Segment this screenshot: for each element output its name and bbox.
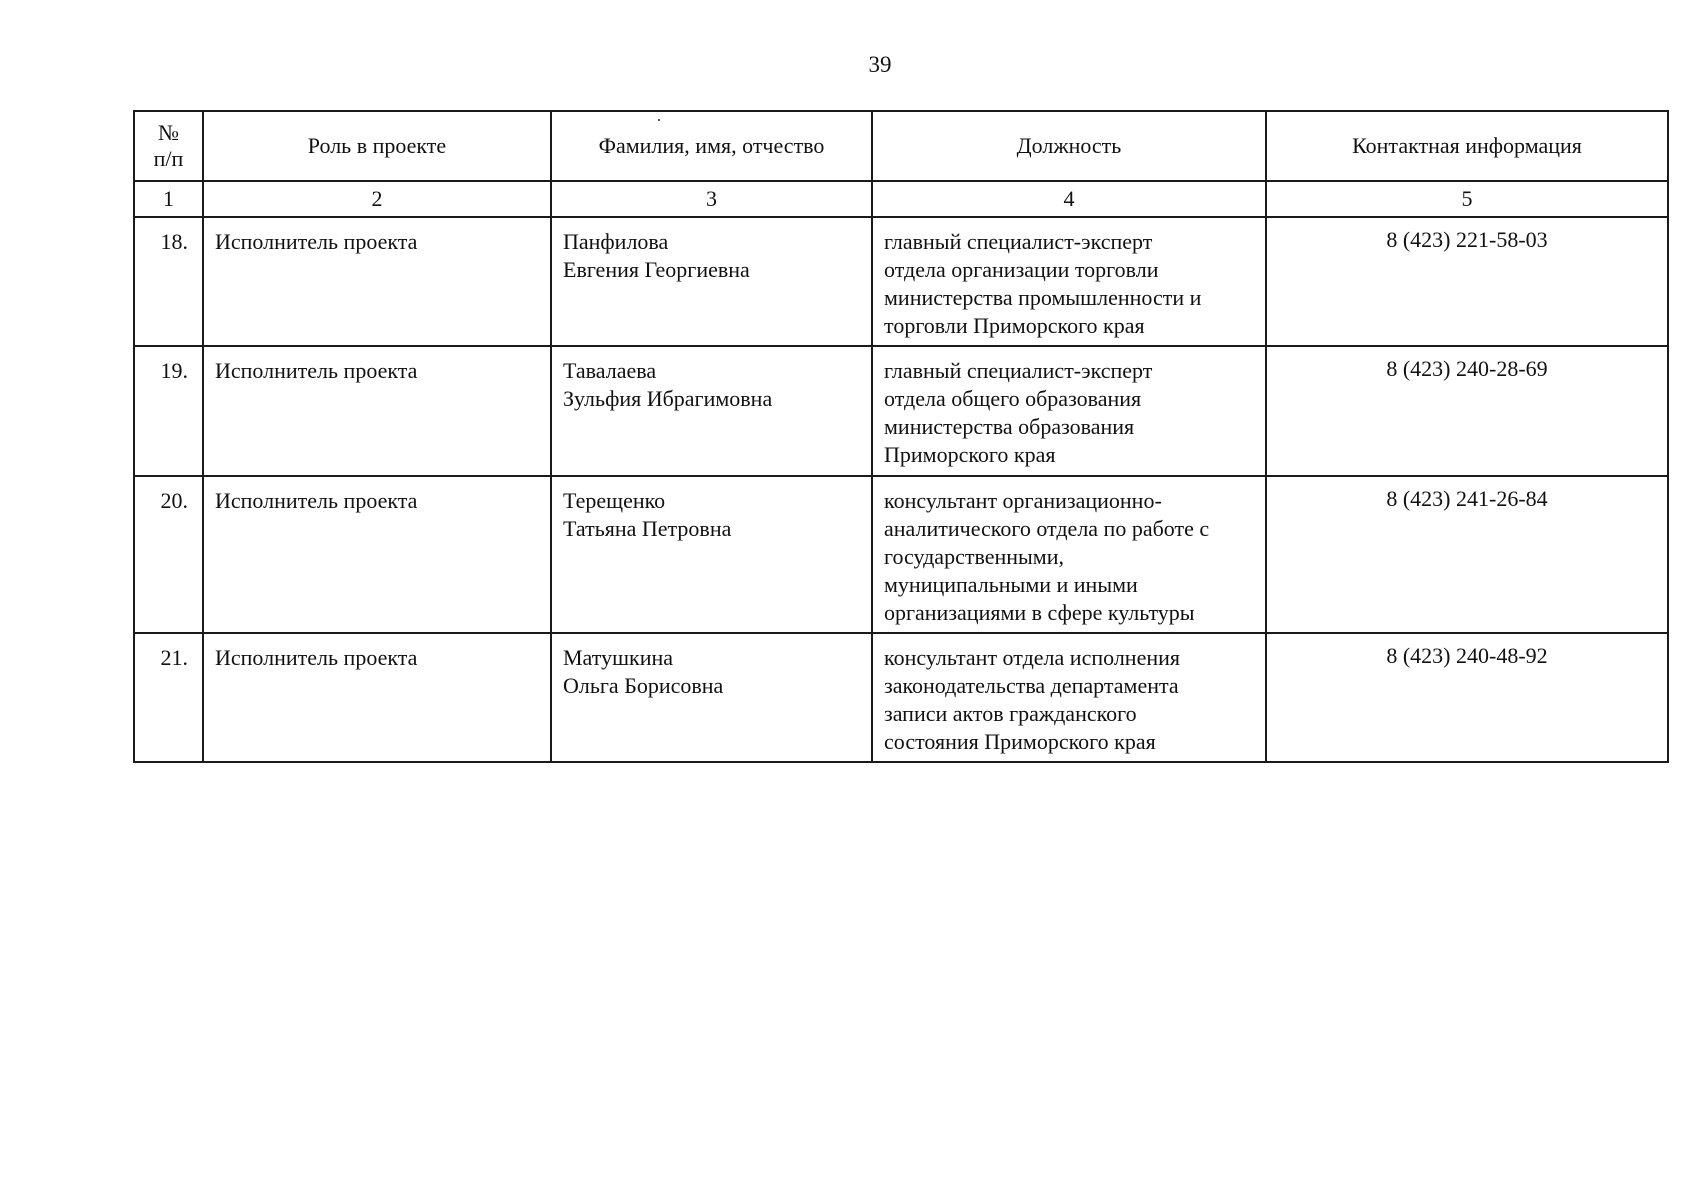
row-contact: 8 (423) 221-58-03: [1266, 217, 1668, 346]
given-names: Зульфия Ибрагимовна: [563, 386, 773, 411]
surname: Тавалаева: [563, 358, 657, 383]
column-number-row: [134, 181, 1668, 217]
header-contact: Контактная информация: [1266, 111, 1668, 181]
row-full-name: [551, 633, 872, 762]
position-line: министерства промышленности и: [884, 285, 1202, 310]
given-names: Татьяна Петровна: [563, 516, 732, 541]
row-position: [872, 217, 1266, 346]
table-row: [134, 476, 1668, 633]
position-line: консультант отдела исполнения: [884, 645, 1181, 670]
row-number: 20.: [134, 476, 203, 633]
header-full-name: Фамилия, имя, отчество: [551, 111, 872, 181]
position-line: Приморского края: [884, 442, 1056, 467]
surname: Терещенко: [563, 488, 666, 513]
column-number: 2: [203, 181, 551, 217]
column-number: 5: [1266, 181, 1668, 217]
row-role: Исполнитель проекта: [203, 346, 551, 476]
header-role: Роль в проекте: [203, 111, 551, 181]
column-number: 3: [551, 181, 872, 217]
surname: Панфилова: [563, 229, 669, 254]
position-line: главный специалист-эксперт: [884, 358, 1153, 383]
row-full-name: [551, 476, 872, 633]
position-line: отдела организации торговли: [884, 257, 1159, 282]
row-position: [872, 476, 1266, 633]
row-position: [872, 346, 1266, 476]
row-number: 18.: [134, 217, 203, 346]
row-number: 19.: [134, 346, 203, 476]
column-number: 1: [134, 181, 203, 217]
position-line: консультант организационно-: [884, 488, 1162, 513]
position-line: состояния Приморского края: [884, 729, 1156, 754]
table-row: [134, 633, 1668, 762]
row-contact: 8 (423) 241-26-84: [1266, 476, 1668, 633]
position-line: государственными,: [884, 544, 1064, 569]
table-row: [134, 217, 1668, 346]
table-header-row: [134, 111, 1668, 181]
header-position: Должность: [872, 111, 1266, 181]
given-names: Ольга Борисовна: [563, 673, 724, 698]
header-number: [134, 111, 203, 181]
surname: Матушкина: [563, 645, 674, 670]
position-line: министерства образования: [884, 414, 1135, 439]
position-line: записи актов гражданского: [884, 701, 1137, 726]
position-line: муниципальными и иными: [884, 572, 1138, 597]
position-line: торговли Приморского края: [884, 313, 1145, 338]
row-role: Исполнитель проекта: [203, 633, 551, 762]
position-line: отдела общего образования: [884, 386, 1142, 411]
header-number-line: №: [158, 120, 179, 145]
row-position: [872, 633, 1266, 762]
position-line: главный специалист-эксперт: [884, 229, 1153, 254]
row-role: Исполнитель проекта: [203, 476, 551, 633]
table-row: [134, 346, 1668, 476]
project-team-table: [133, 110, 1669, 763]
given-names: Евгения Георгиевна: [563, 257, 750, 282]
row-contact: 8 (423) 240-28-69: [1266, 346, 1668, 476]
position-line: организациями в сфере культуры: [884, 600, 1195, 625]
row-number: 21.: [134, 633, 203, 762]
row-full-name: [551, 346, 872, 476]
header-number-line: п/п: [153, 146, 184, 171]
row-full-name: [551, 217, 872, 346]
position-line: аналитического отдела по работе с: [884, 516, 1210, 541]
column-number: 4: [872, 181, 1266, 217]
position-line: законодательства департамента: [884, 673, 1179, 698]
row-contact: 8 (423) 240-48-92: [1266, 633, 1668, 762]
page-number: 39: [868, 52, 892, 77]
row-role: Исполнитель проекта: [203, 217, 551, 346]
